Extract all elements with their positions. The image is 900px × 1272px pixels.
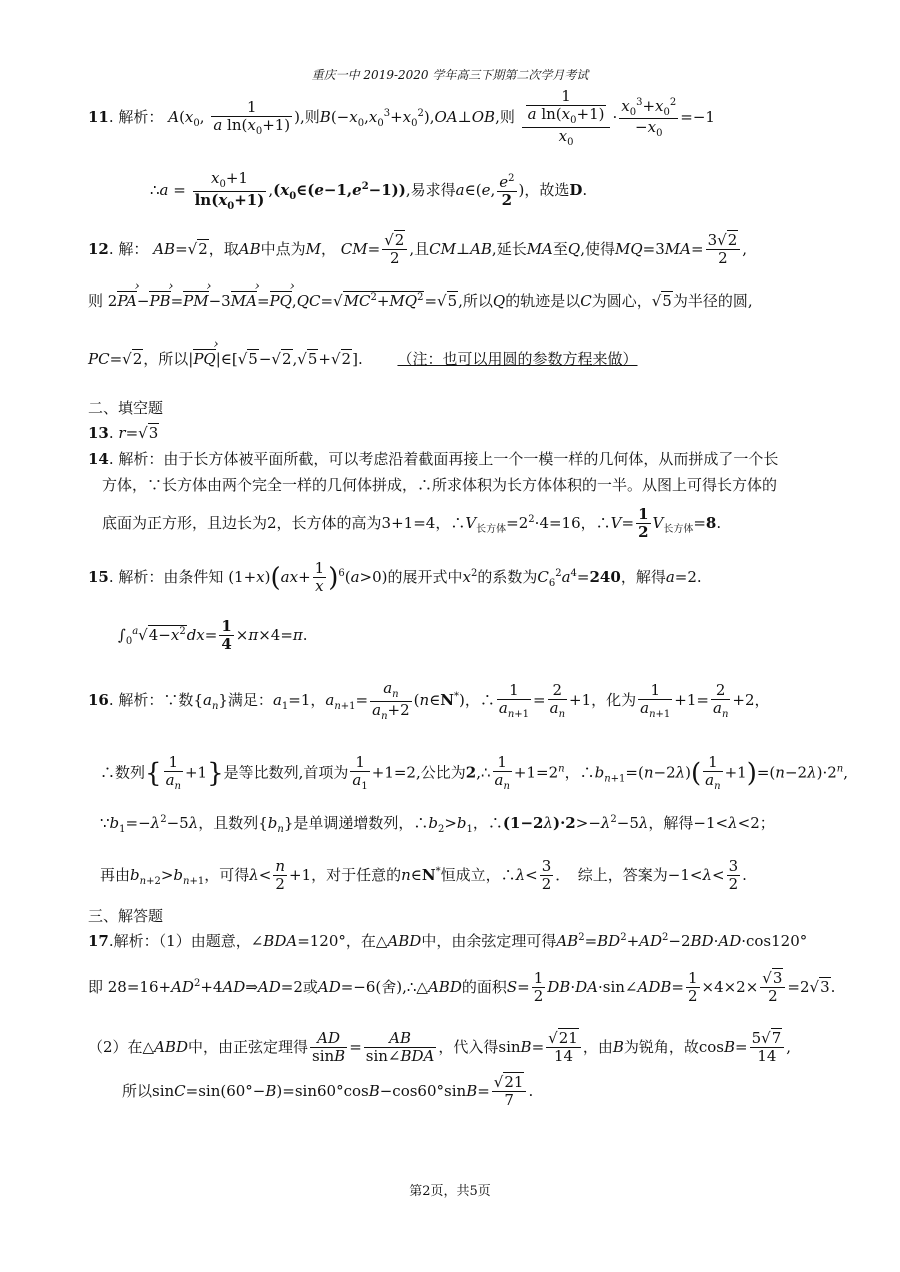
- q16-line2: ∴数列{ $\frac{1}{a_n}$ +1}是等比数列,首项为 $\frac{1}{a_1}$ +1=2,公比为2,∴ $\frac{1}{a_n}$ $+1=2^n$，$\therefore b_{n+1}=(n-2\lambda)$( $\frac{1}{a_n}$ $+1)=(n-2\lambda)\cdot 2^n$,: [100, 753, 848, 793]
- q16-line4: 再由$b_{n+2}>b_{n+1}$，可得λ< $\frac{n}{2}$ +1，对于任意的n∈N*恒成立，∴λ< $\frac{3}{2}$ ． 综上，答案为−1<λ< $\frac{3}{2}$ .: [100, 857, 747, 894]
- q16-lead: 解析：∵数: [118, 691, 194, 709]
- section-fill-in: 二、填空题: [88, 399, 164, 417]
- q14-text3: 底面为正方形，且边长为2，长方体的高为: [102, 513, 382, 532]
- q17-part1: （1）: [158, 932, 191, 950]
- q14-line1: 14. 解析：由于长方体被平面所截，可以考虑沿着截面再接上一个一模一样的几何体，从而拼成了一个长: [88, 450, 779, 468]
- section-solutions: 三、解答题: [88, 907, 164, 925]
- q11-lead: 解析：: [118, 108, 164, 127]
- q17-line1: 17.解析：（1）由题意，∠BDA=120°，在△ABD中，由余弦定理可得$AB^2=BD^2+AD^2-2BD\cdot AD\cdot\cos 120^\circ$: [88, 932, 808, 950]
- q17-lead: 解析：: [113, 932, 159, 950]
- q12-number: 12: [88, 239, 109, 258]
- q12-line1: 12. 解： AB=√2，取AB中点为M， CM= $\frac{√2}{2}$ ,且CM⊥AB,延长MA至Q,使得MQ=3MA= $\frac{3√2}{2}$ ,: [88, 231, 748, 268]
- q17-line2: 即 $28=16+AD^2+4AD\Rightarrow AD=2$或AD=−6(舍),∴△ABD的面积S= $\frac{1}{2}$ DB·DA·sin∠ADB= $\frac{1}{2}$ ×4×2× $\frac{√3}{2}$ =2√3.: [88, 969, 836, 1006]
- q17-line3: （2）在△ABD中，由正弦定理得 $\frac{AD}{\sin B}$ = $\frac{AB}{\text{sin∠BDA}}$ ，代入得sinB= $\frac{√21}{14}$ ，由B为锐角，故cosB= $\frac{5√7}{14}$ ,: [88, 1029, 792, 1066]
- q12-lead: 解：: [118, 239, 149, 258]
- q11-line1: 11. 解析： $A(x_0$, $\frac{1}{a \ln(x_0+1)}$ ),则$B(-x_0,x_0^3+x_0^2),OA\perp OB$,则 $\frac{\frac{1}{a \ln(x_0+1)}}{x_0}$ · $\frac{x_0^3+x_0^2}{-x_0}$ =−1: [88, 87, 715, 148]
- q16-line1: 16. 解析：∵数$\{a_n\}$满足：$a_1=1$，$a_{n+1}=$ $\frac{a_n}{a_n+2}$ (n∈N*)，∴ $\frac{1}{a_{n+1}}$ = $\frac{2}{a_n}$ +1，化为 $\frac{1}{a_{n+1}}$ +1= $\frac{2}{a_n}$ +2，: [88, 679, 770, 722]
- q14-line3: 底面为正方形，且边长为2，长方体的高为3+1=4，$\therefore V_{长方体}=2^2\cdot 4=16$，∴V= $\frac{1}{2}$ $V_{长方体}=8$.: [102, 505, 722, 542]
- page-header: 重庆一中 2019-2020 学年高三下期第二次学月考试: [311, 68, 589, 82]
- q17-line4: 所以sinC=sin(60°−B)=sin60°cosB−cos60°sinB= $\frac{√21}{7}$ .: [122, 1073, 534, 1110]
- q16-number: 16: [88, 691, 109, 709]
- q14-number: 14: [88, 450, 109, 468]
- q11-line2: ∴a = $\frac{x_0+1}{\ln(x_0+1)}$ $,(x_0\in(e-1,e^2-1))$,易求得a∈(e, $\frac{e^2}{2}$ )，故选D.: [150, 169, 588, 212]
- q15-lead: 解析：由条件知: [118, 567, 224, 586]
- q13-line: 13. r=√3: [88, 424, 159, 442]
- q12-note: （注：也可以用圆的参数方程来做）: [397, 350, 638, 368]
- q17-part2: （2）: [88, 1037, 128, 1056]
- q14-text1: 解析：由于长方体被平面所截，可以考虑沿着截面再接上一个一模一样的几何体，从而拼成了一个长: [118, 450, 779, 468]
- q11-choice-text: ，故选: [524, 181, 570, 199]
- q12-line2: 则 2PA ›−PB ›=PM ›−3MA ›=PQ $›,QC=√MC^2+MQ^2=√5$,所以Q的轨迹是以C为圆心，√5为半径的圆,: [88, 290, 753, 311]
- q14-line2: 方体，∵长方体由两个完全一样的几何体拼成，∴所求体积为长方体体积的一半。从图上可得长方体的: [102, 476, 778, 494]
- page-footer: 第2页，共5页: [409, 1184, 491, 1199]
- q15-number: 15: [88, 567, 109, 586]
- q13-number: 13: [88, 424, 109, 442]
- q11-number: 11: [88, 108, 109, 127]
- q17-number: 17: [88, 932, 109, 950]
- q15-line2: $\int_0^a√4-x^2dx=$ $\frac{1}{4}$ ×π×4=π.: [118, 617, 308, 654]
- q16-line3: $\because b_1=-\lambda^2-5\lambda$，且数列$\{b_n\}$是单调递增数列，$\therefore b_2>b_1$，$\therefore(1-2\lambda)\cdot 2>-\lambda^2-5\lambda$，解得−1<λ<2；: [100, 814, 775, 835]
- q12-line3: PC=√2，所以|PQ ›|∈[√5−√2,√5+√2]. （注：也可以用圆的参数方程来做）: [88, 348, 638, 369]
- q15-line1: 15. 解析：由条件知 (1+x)(ax+ $\frac{1}{x}$ )$^6$(a>0)的展开式中$x^2$的系数为$C_6^2a^4=240$，解得a=2.: [88, 559, 702, 596]
- q11-choice: D: [569, 181, 583, 199]
